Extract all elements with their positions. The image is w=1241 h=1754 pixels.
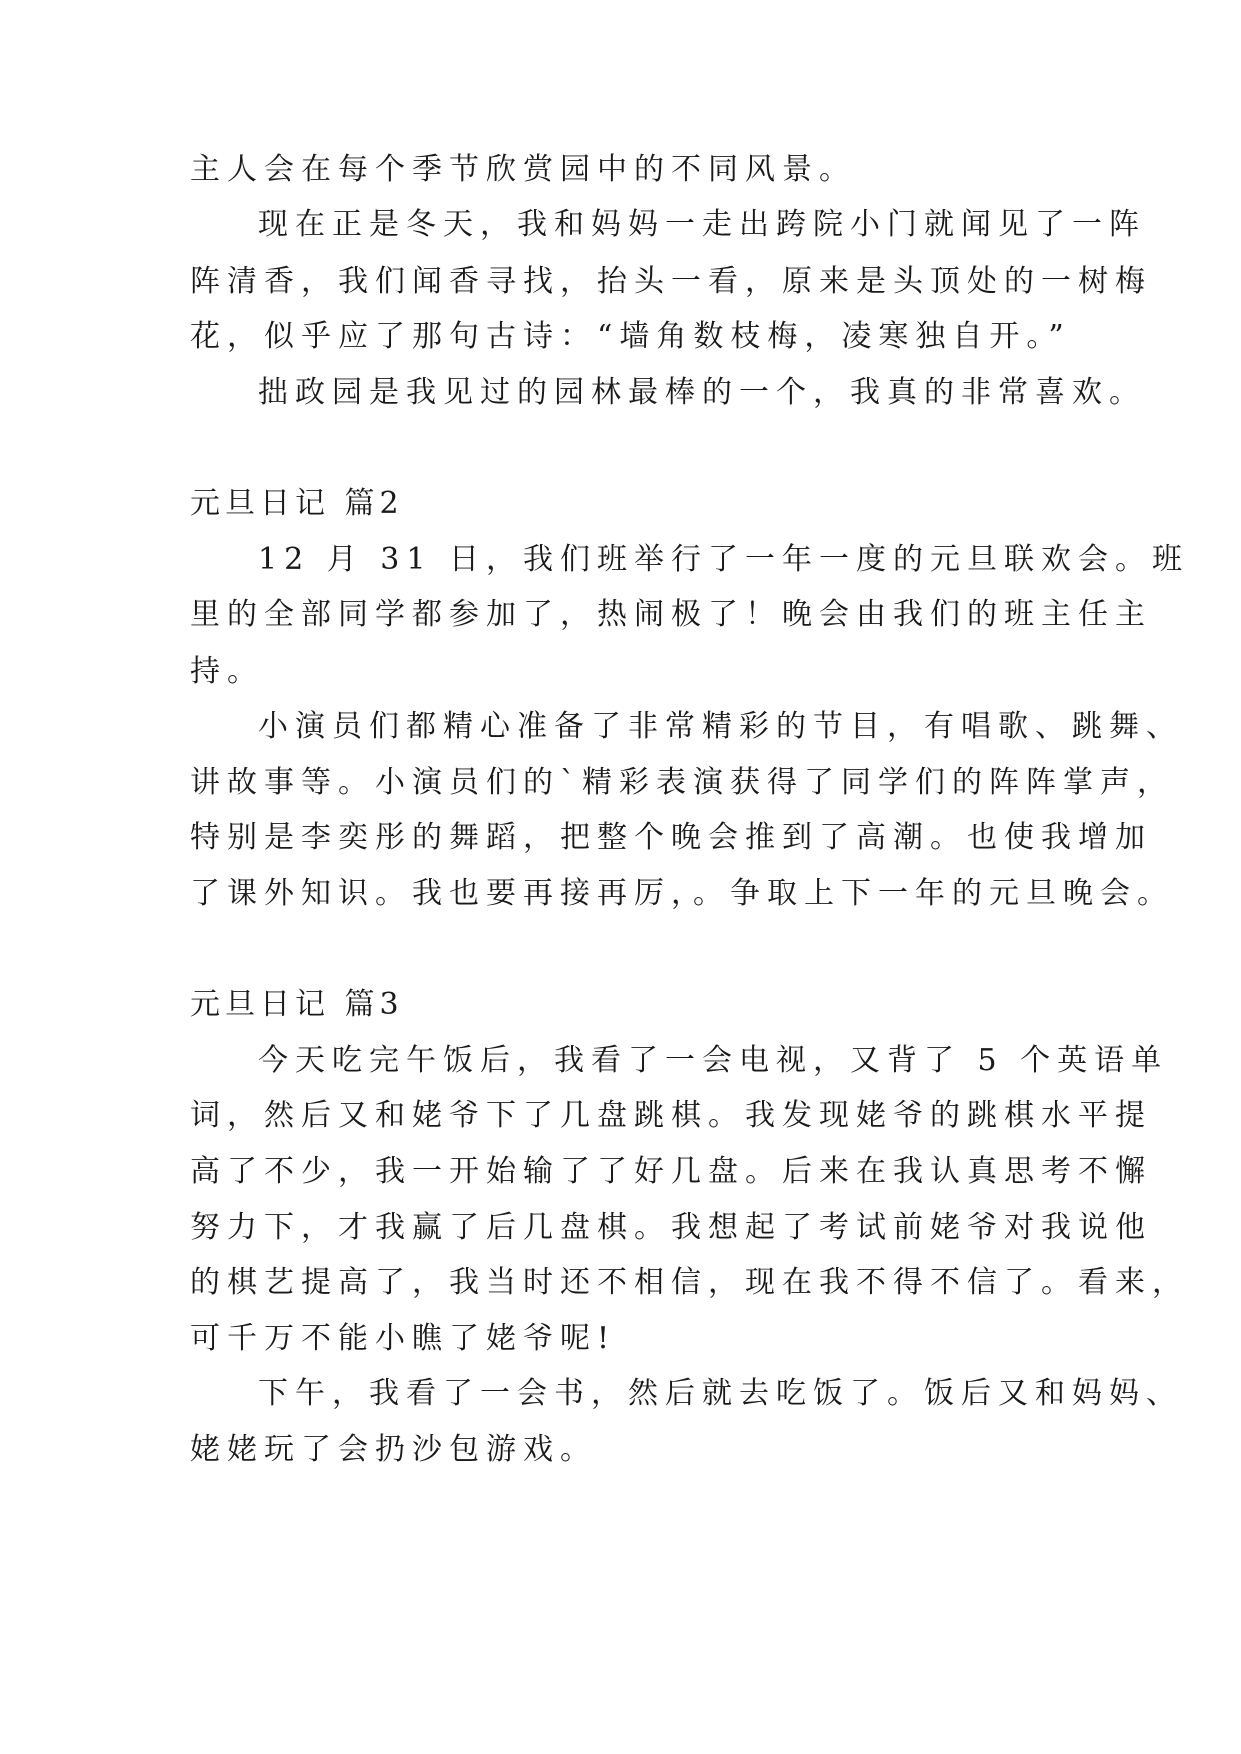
paragraph-line: 今天吃完午饭后，我看了一会电视，又背了 5 个英语单: [258, 1043, 1169, 1078]
paragraph-line: 现在正是冬天，我和妈妈一走出跨院小门就闻见了一阵: [258, 207, 1146, 242]
paragraph-line: 花，似乎应了那句古诗：“墙角数枝梅，凌寒独自开。”: [190, 319, 1071, 354]
paragraph-line: 12 月 31 日，我们班举行了一年一度的元旦联欢会。班: [258, 542, 1189, 577]
paragraph-line: 的棋艺提高了，我当时还不相信，现在我不得不信了。看来，: [190, 1265, 1189, 1300]
paragraph-line: 拙政园是我见过的园林最棒的一个，我真的非常喜欢。: [258, 375, 1146, 410]
section-heading: 元旦日记 篇2: [190, 486, 404, 521]
paragraph-line: 了课外知识。我也要再接再厉，。争取上下一年的元旦晚会。: [190, 876, 1174, 911]
paragraph-line: 姥姥玩了会扔沙包游戏。: [190, 1432, 597, 1467]
paragraph-line: 努力下，才我赢了后几盘棋。我想起了考试前姥爷对我说他: [190, 1210, 1152, 1245]
paragraph-line: 阵清香，我们闻香寻找，抬头一看，原来是头顶处的一树梅: [190, 264, 1152, 299]
paragraph-line: 特别是李奕彤的舞蹈，把整个晚会推到了高潮。也使我增加: [190, 820, 1152, 855]
paragraph-line: 高了不少，我一开始输了了好几盘。后来在我认真思考不懈: [190, 1154, 1152, 1189]
paragraph-line: 下午，我看了一会书，然后就去吃饭了。饭后又和妈妈、: [258, 1376, 1183, 1411]
paragraph-line: 可千万不能小瞧了姥爷呢!: [190, 1321, 617, 1356]
paragraph-line: 词，然后又和姥爷下了几盘跳棋。我发现姥爷的跳棋水平提: [190, 1098, 1152, 1133]
paragraph-line: 持。: [190, 654, 264, 689]
section-heading: 元旦日记 篇3: [190, 987, 404, 1022]
paragraph-line: 里的全部同学都参加了，热闹极了！晚会由我们的班主任主: [190, 597, 1152, 632]
paragraph-line: 小演员们都精心准备了非常精彩的节目，有唱歌、跳舞、: [258, 709, 1183, 744]
paragraph-line: 主人会在每个季节欣赏园中的不同风景。: [190, 152, 856, 187]
paragraph-line: 讲故事等。小演员们的`精彩表演获得了同学们的阵阵掌声，: [190, 765, 1174, 800]
